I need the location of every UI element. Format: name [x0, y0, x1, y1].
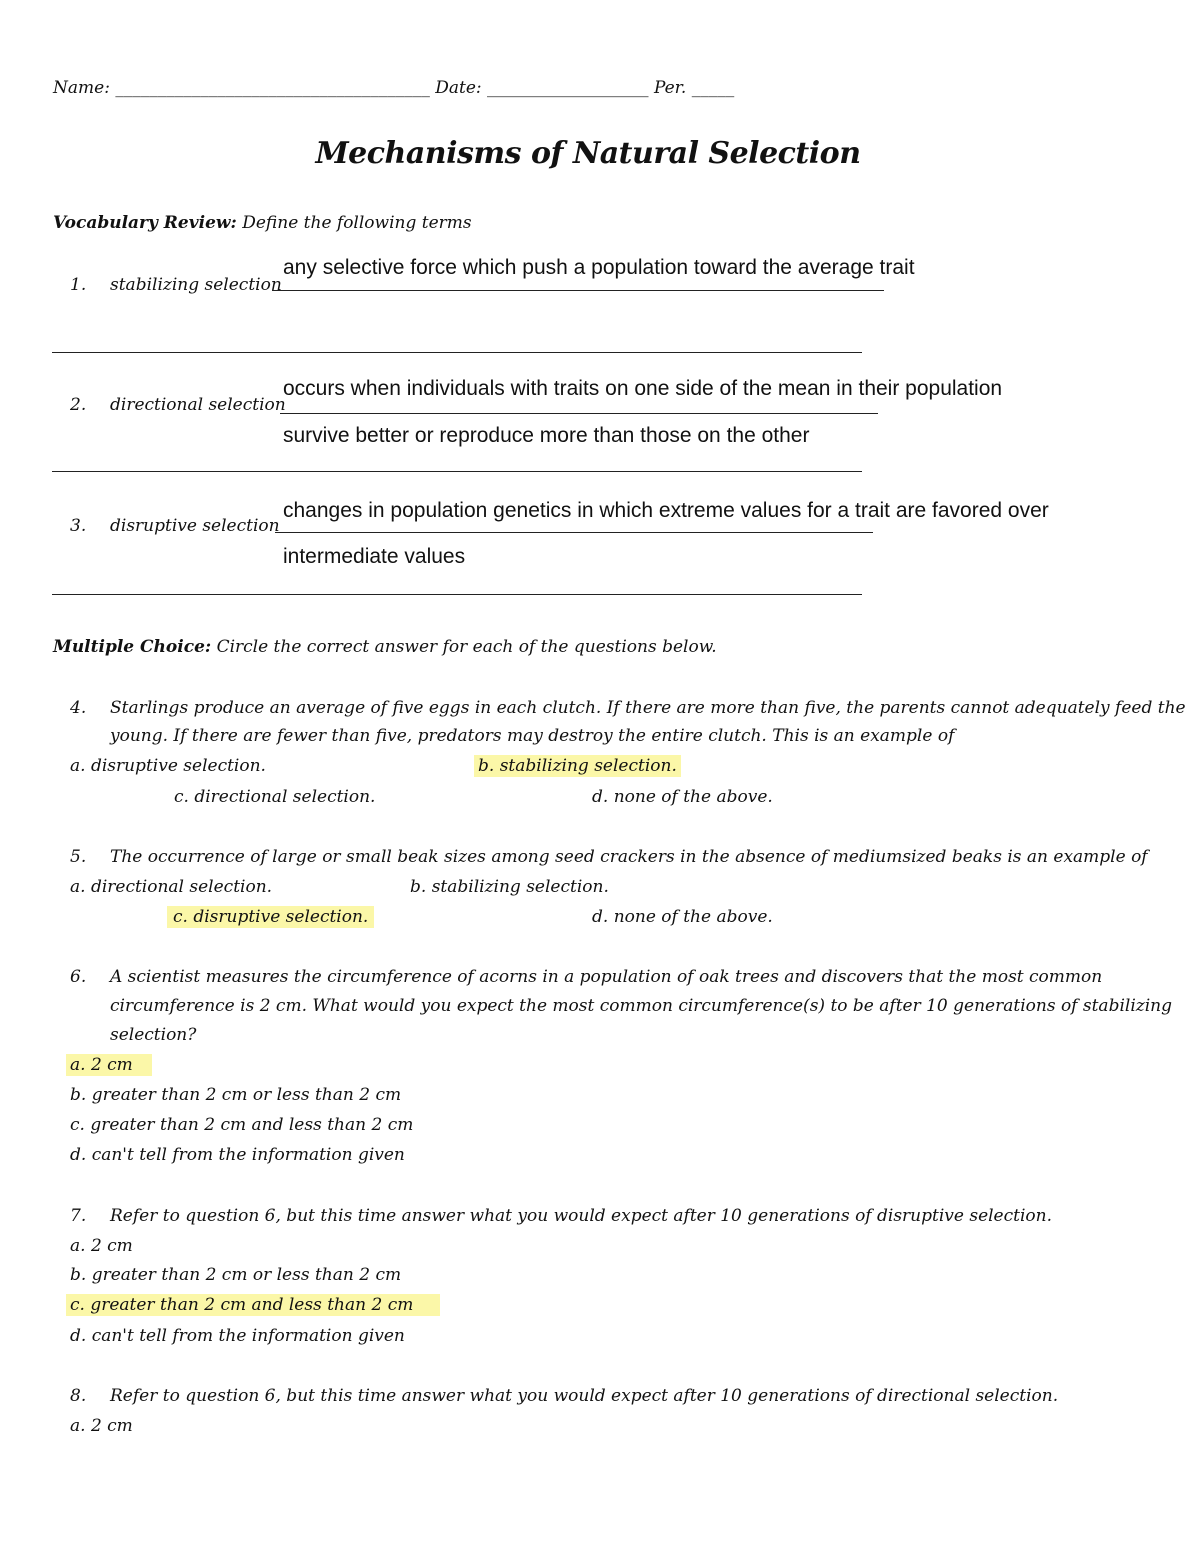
q4-line-1: Starlings produce an average of five eggs in each clutch. If there are more than five, the parents cannot adequately feed the [110, 698, 1186, 718]
vocab-term-2: directional selection [110, 395, 286, 415]
q7-option-a[interactable]: a. 2 cm [70, 1236, 133, 1256]
q8-line-1: Refer to question 6, but this time answer what you would expect after 10 generations of directional selection. [110, 1386, 1059, 1406]
q7-line-1: Refer to question 6, but this time answer what you would expect after 10 generations of disruptive selection. [110, 1206, 1052, 1226]
q4-option-b-highlighted[interactable]: b. stabilizing selection. [474, 755, 681, 777]
vocab-num-2: 2. [70, 395, 87, 415]
date-blank[interactable]: ___________________ [487, 78, 649, 98]
answer-rule [275, 532, 873, 533]
vocab-num-1: 1. [70, 275, 87, 295]
q7-option-b[interactable]: b. greater than 2 cm or less than 2 cm [70, 1265, 402, 1285]
q4-option-d[interactable]: d. none of the above. [592, 787, 773, 807]
answer-rule [52, 471, 862, 472]
vocab-heading: Vocabulary Review: [53, 213, 237, 233]
q6-num: 6. [70, 967, 87, 987]
answer-rule [52, 352, 862, 353]
q6-option-d[interactable]: d. can't tell from the information given [70, 1145, 405, 1165]
q6-line-3: selection? [110, 1025, 197, 1045]
vocab-answer-3-line-2: intermediate values [283, 545, 466, 568]
q4-option-c[interactable]: c. directional selection. [174, 787, 376, 807]
q5-option-c-highlighted[interactable]: c. disruptive selection. [167, 906, 374, 928]
vocab-answer-3-line-1: changes in population genetics in which extreme values for a trait are favored over [283, 499, 1049, 522]
q6-option-c[interactable]: c. greater than 2 cm and less than 2 cm [70, 1115, 414, 1135]
vocab-answer-1-line-1: any selective force which push a population toward the average trait [283, 256, 915, 279]
q6-line-2: circumference is 2 cm. What would you expect the most common circumference(s) to be after 10 generations of stabilizing [110, 996, 1172, 1016]
vocab-term-1: stabilizing selection [110, 275, 282, 295]
vocab-answer-2-line-1: occurs when individuals with traits on one side of the mean in their population [283, 377, 1003, 400]
per-blank[interactable]: _____ [691, 78, 735, 98]
q5-line-1: The occurrence of large or small beak sizes among seed crackers in the absence of mediumsized beaks is an example of [110, 847, 1148, 867]
answer-rule [280, 413, 878, 414]
vocab-answer-2-line-2: survive better or reproduce more than those on the other [283, 424, 810, 447]
per-label: Per. [653, 78, 687, 98]
q4-line-2: young. If there are fewer than five, predators may destroy the entire clutch. This is an example of [110, 726, 955, 746]
q5-option-d[interactable]: d. none of the above. [592, 907, 773, 927]
vocab-term-3: disruptive selection [110, 516, 280, 536]
q5-num: 5. [70, 847, 87, 867]
q7-option-c-highlighted[interactable]: c. greater than 2 cm and less than 2 cm [66, 1294, 440, 1316]
q8-option-a[interactable]: a. 2 cm [70, 1416, 133, 1436]
q4-num: 4. [70, 698, 87, 718]
answer-rule [272, 290, 884, 291]
q6-option-b[interactable]: b. greater than 2 cm or less than 2 cm [70, 1085, 402, 1105]
answer-rule [52, 594, 862, 595]
mc-heading-line [53, 636, 717, 658]
vocab-heading-line [53, 212, 472, 234]
page-title: Mechanisms of Natural Selection [315, 136, 861, 171]
vocab-instruction: Define the following terms [242, 213, 472, 233]
q6-line-1: A scientist measures the circumference of acorns in a population of oak trees and discovers that the most common [110, 967, 1103, 987]
mc-heading: Multiple Choice: [53, 637, 212, 657]
date-label: Date: [435, 78, 482, 98]
q5-option-a[interactable]: a. directional selection. [70, 877, 273, 897]
q6-option-a-highlighted[interactable]: a. 2 cm [66, 1054, 152, 1076]
name-label: Name: [53, 78, 110, 98]
q8-num: 8. [70, 1386, 87, 1406]
q7-num: 7. [70, 1206, 87, 1226]
vocab-num-3: 3. [70, 516, 87, 536]
q4-option-a[interactable]: a. disruptive selection. [70, 756, 266, 776]
header-line [53, 77, 734, 99]
q5-option-b[interactable]: b. stabilizing selection. [410, 877, 609, 897]
q7-option-d[interactable]: d. can't tell from the information given [70, 1326, 405, 1346]
name-blank[interactable]: _____________________________________ [115, 78, 430, 98]
mc-instruction: Circle the correct answer for each of the questions below. [216, 637, 717, 657]
